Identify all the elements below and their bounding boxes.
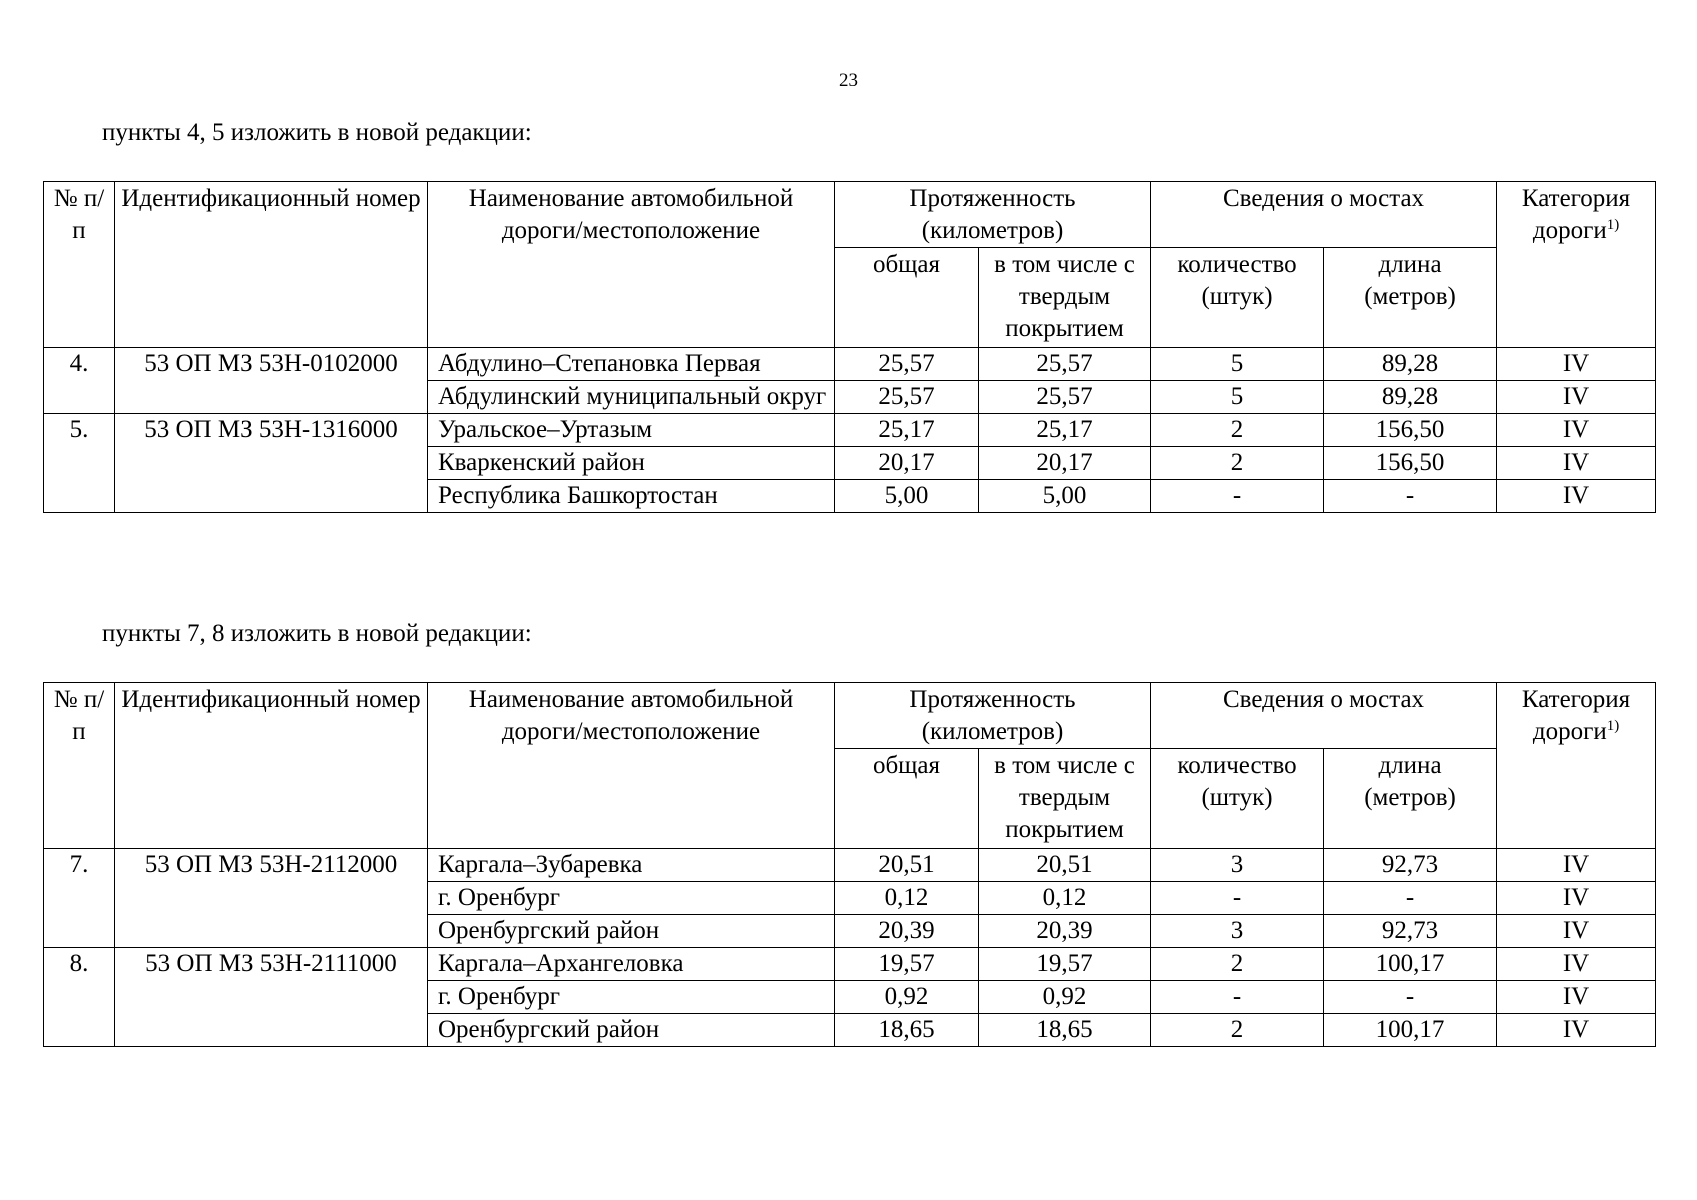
header-category-footnote: 1) (1606, 217, 1620, 233)
cell-length-total: 5,00 (835, 480, 979, 513)
cell-length-paved: 25,17 (979, 414, 1151, 447)
cell-bridges-length: 89,28 (1324, 348, 1497, 381)
cell-bridges-length: 156,50 (1324, 414, 1497, 447)
cell-length-paved: 20,39 (979, 915, 1151, 948)
cell-bridges-count: - (1151, 981, 1324, 1014)
cell-bridges-count: - (1151, 480, 1324, 513)
header-id: Идентификационный номер (115, 182, 428, 348)
table-header (44, 683, 1656, 849)
cell-length-total: 25,57 (835, 381, 979, 414)
header-bridges-count: количество (штук) (1151, 248, 1324, 348)
cell-length-total: 25,57 (835, 348, 979, 381)
cell-bridges-count: 2 (1151, 1014, 1324, 1047)
cell-category: IV (1497, 381, 1656, 414)
cell-bridges-count: 5 (1151, 381, 1324, 414)
header-category-footnote: 1) (1606, 718, 1620, 734)
roads-table (43, 181, 1656, 513)
header-category-text: Категория дороги (1521, 185, 1631, 244)
cell-category: IV (1497, 414, 1656, 447)
cell-bridges-count: - (1151, 882, 1324, 915)
cell-category: IV (1497, 849, 1656, 882)
header-id: Идентификационный номер (115, 683, 428, 849)
cell-category: IV (1497, 348, 1656, 381)
cell-category: IV (1497, 948, 1656, 981)
header-bridges: Сведения о мостах (1151, 182, 1497, 248)
header-length-total: общая (835, 248, 979, 348)
cell-category: IV (1497, 981, 1656, 1014)
header-name: Наименование автомобильной дороги/местоположение (428, 683, 835, 849)
cell-id: 53 ОП МЗ 53Н-1316000 (115, 414, 428, 513)
roads-table (43, 682, 1656, 1047)
cell-name: Республика Башкортостан (428, 480, 835, 513)
cell-length-paved: 25,57 (979, 381, 1151, 414)
cell-length-paved: 0,12 (979, 882, 1151, 915)
table-row (44, 948, 1656, 981)
cell-category: IV (1497, 447, 1656, 480)
cell-bridges-count: 5 (1151, 348, 1324, 381)
cell-length-total: 19,57 (835, 948, 979, 981)
cell-length-total: 25,17 (835, 414, 979, 447)
cell-num: 8. (44, 948, 115, 1047)
cell-bridges-length: 100,17 (1324, 1014, 1497, 1047)
header-category (1497, 182, 1656, 348)
section-intro: пункты 7, 8 изложить в новой редакции: (102, 620, 532, 647)
cell-length-total: 0,92 (835, 981, 979, 1014)
cell-num: 7. (44, 849, 115, 948)
header-length-paved: в том числе с твердым покрытием (979, 749, 1151, 849)
header-num: № п/п (44, 182, 115, 348)
section-intro: пункты 4, 5 изложить в новой редакции: (102, 119, 532, 146)
cell-bridges-length: - (1324, 480, 1497, 513)
table-body (44, 348, 1656, 513)
cell-length-total: 18,65 (835, 1014, 979, 1047)
header-length-total: общая (835, 749, 979, 849)
cell-bridges-length: - (1324, 981, 1497, 1014)
cell-bridges-length: 100,17 (1324, 948, 1497, 981)
cell-length-paved: 5,00 (979, 480, 1151, 513)
cell-length-paved: 0,92 (979, 981, 1151, 1014)
table-row (44, 849, 1656, 882)
header-num: № п/п (44, 683, 115, 849)
cell-name: Каргала–Архангеловка (428, 948, 835, 981)
header-category (1497, 683, 1656, 849)
cell-bridges-count: 2 (1151, 414, 1324, 447)
cell-bridges-count: 2 (1151, 948, 1324, 981)
cell-num: 5. (44, 414, 115, 513)
cell-length-paved: 18,65 (979, 1014, 1151, 1047)
cell-name: Абдулино–Степановка Первая (428, 348, 835, 381)
cell-length-paved: 20,51 (979, 849, 1151, 882)
cell-category: IV (1497, 1014, 1656, 1047)
cell-bridges-count: 3 (1151, 915, 1324, 948)
cell-name: г. Оренбург (428, 882, 835, 915)
cell-name: Абдулинский муниципальный округ (428, 381, 835, 414)
cell-length-paved: 20,17 (979, 447, 1151, 480)
header-name: Наименование автомобильной дороги/местоположение (428, 182, 835, 348)
cell-bridges-length: 89,28 (1324, 381, 1497, 414)
cell-num: 4. (44, 348, 115, 414)
cell-bridges-length: 92,73 (1324, 915, 1497, 948)
header-bridges-length: длина (метров) (1324, 749, 1497, 849)
cell-bridges-length: 92,73 (1324, 849, 1497, 882)
cell-bridges-length: - (1324, 882, 1497, 915)
cell-name: г. Оренбург (428, 981, 835, 1014)
header-length: Протяженность (километров) (835, 683, 1151, 749)
cell-id: 53 ОП МЗ 53Н-2112000 (115, 849, 428, 948)
header-bridges: Сведения о мостах (1151, 683, 1497, 749)
header-bridges-count: количество (штук) (1151, 749, 1324, 849)
cell-bridges-length: 156,50 (1324, 447, 1497, 480)
cell-length-total: 20,51 (835, 849, 979, 882)
cell-name: Каргала–Зубаревка (428, 849, 835, 882)
cell-id: 53 ОП МЗ 53Н-0102000 (115, 348, 428, 414)
cell-category: IV (1497, 882, 1656, 915)
cell-name: Оренбургский район (428, 1014, 835, 1047)
cell-category: IV (1497, 915, 1656, 948)
cell-name: Уральское–Уртазым (428, 414, 835, 447)
cell-id: 53 ОП МЗ 53Н-2111000 (115, 948, 428, 1047)
table-row (44, 348, 1656, 381)
header-category-text: Категория дороги (1521, 686, 1631, 745)
cell-length-paved: 19,57 (979, 948, 1151, 981)
cell-name: Кваркенский район (428, 447, 835, 480)
table-body (44, 849, 1656, 1047)
header-bridges-length: длина (метров) (1324, 248, 1497, 348)
cell-bridges-count: 2 (1151, 447, 1324, 480)
header-length: Протяженность (километров) (835, 182, 1151, 248)
cell-length-total: 20,39 (835, 915, 979, 948)
cell-length-paved: 25,57 (979, 348, 1151, 381)
cell-length-total: 0,12 (835, 882, 979, 915)
page-number: 23 (839, 70, 858, 91)
cell-category: IV (1497, 480, 1656, 513)
cell-bridges-count: 3 (1151, 849, 1324, 882)
cell-name: Оренбургский район (428, 915, 835, 948)
header-length-paved: в том числе с твердым покрытием (979, 248, 1151, 348)
cell-length-total: 20,17 (835, 447, 979, 480)
table-row (44, 414, 1656, 447)
table-header (44, 182, 1656, 348)
